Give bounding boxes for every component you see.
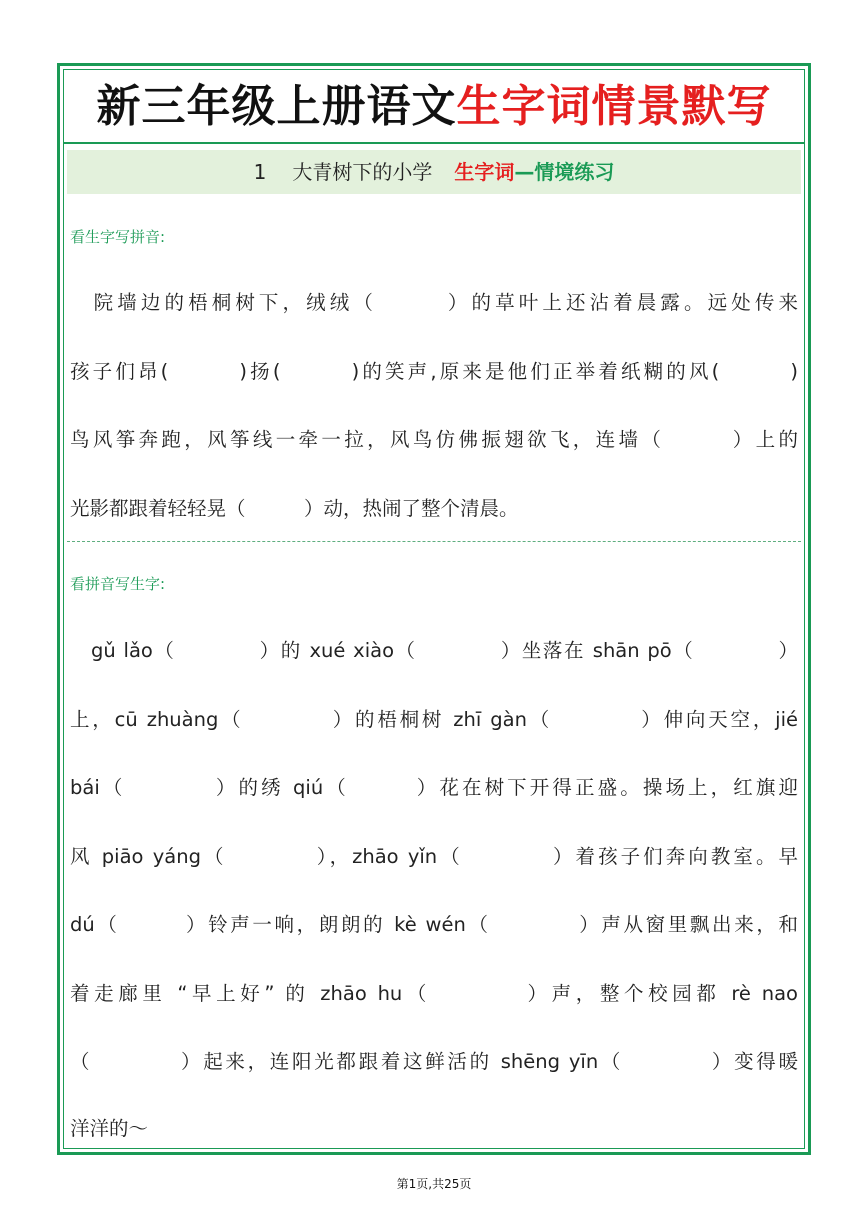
page-footer: 第1页,共25页: [396, 1177, 472, 1191]
section1-line-3: 鸟风筝奔跑，风筝线一牵一拉，风鸟仿佛振翅欲飞，连墙（ ）上的: [70, 428, 798, 451]
section1-label: 看生字写拼音:: [70, 228, 166, 246]
title-black-part: 新三年级上册语文: [96, 81, 457, 132]
section2-line-3: bái（ ）的绣 qiú（ ）花在树下开得正盛。操场上，红旗迎: [70, 776, 798, 799]
lesson-subtitle: [67, 150, 801, 194]
section1-line-4: 光影都跟着轻轻晃（ ）动，热闹了整个清晨。: [70, 497, 519, 520]
title-divider: [63, 142, 805, 144]
section2-line-7: （ ）起来，连阳光都跟着这鲜活的 shēng yīn（ ）变得暖: [70, 1050, 798, 1073]
section2-line-5: dú（ ）铃声一响，朗朗的 kè wén（ ）声从窗里飘出来，和: [70, 913, 798, 936]
lesson-number: 1: [253, 160, 267, 184]
section-divider: [67, 541, 801, 542]
section2-line-4: 风 piāo yáng（ ），zhāo yǐn（ ）着孩子们奔向教室。早: [70, 845, 798, 868]
subtitle-green-part: —情境练习: [514, 160, 615, 184]
section2-line-6: 着走廊里 “早上好” 的 zhāo hu（ ）声，整个校园都 rè nao: [70, 982, 798, 1005]
section1-line-1: 院墙边的梧桐树下，绒绒（ ）的草叶上还沾着晨露。远处传来: [70, 291, 798, 314]
section2-line-2: 上，cū zhuàng（ ）的梧桐树 zhī gàn（ ）伸向天空，jié: [70, 708, 798, 731]
subtitle-red-part: 生字词: [454, 160, 515, 184]
section2-line-1: gǔ lǎo（ ）的 xué xiào（ ）坐落在 shān pō（ ）: [70, 639, 798, 662]
section1-line-2: 孩子们昂( )扬( )的笑声,原来是他们正举着纸糊的风( ): [70, 360, 798, 383]
section2-label: 看拼音写生字:: [70, 575, 166, 593]
lesson-name: 大青树下的小学: [292, 160, 433, 184]
title-red-part: 生字词情景默写: [456, 81, 772, 132]
page-title: [63, 76, 805, 138]
section2-line-8: 洋洋的～: [70, 1117, 149, 1140]
